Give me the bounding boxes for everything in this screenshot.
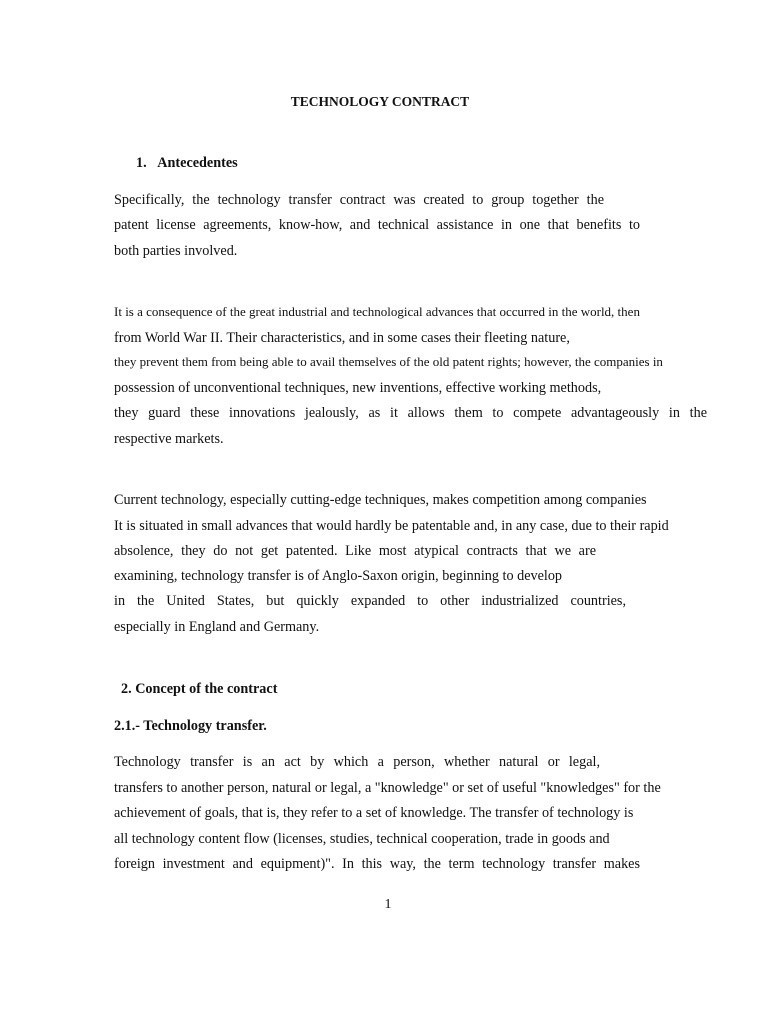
paragraph-line: examining, technology transfer is of Anglo-Saxon origin, beginning to develop [114,568,563,584]
paragraph-line: Technology transfer is an act by which a person, whether natural or legal, [114,754,600,770]
section-heading-concept: 2. Concept of the contract [121,681,278,697]
paragraph-line: Current technology, especially cutting-edge techniques, makes competition among companies [114,492,647,508]
paragraph-line: respective markets. [114,431,224,447]
paragraph-line: patent license agreements, know-how, and technical assistance in one that benefits to [114,217,640,233]
paragraph-line: foreign investment and equipment)". In this way, the term technology transfer makes [114,856,640,872]
subsection-heading-technology-transfer: 2.1.- Technology transfer. [114,718,267,734]
paragraph-line: they prevent them from being able to avail themselves of the old patent rights; however, the companies in [114,354,663,369]
paragraph-line: from World War II. Their characteristics, and in some cases their fleeting nature, [114,330,570,346]
paragraph-line: in the United States, but quickly expanded to other industrialized countries, [114,593,626,609]
paragraph-line: all technology content flow (licenses, studies, technical cooperation, trade in goods and [114,831,610,847]
paragraph-line: they guard these innovations jealously, as it allows them to compete advantageously in the [114,405,707,421]
paragraph-line: possession of unconventional techniques, new inventions, effective working methods, [114,380,602,396]
paragraph-line: both parties involved. [114,243,238,259]
paragraph-line: absolence, they do not get patented. Like most atypical contracts that we are [114,543,596,559]
paragraph-line: especially in England and Germany. [114,619,320,635]
section-heading-antecedentes: 1. Antecedentes [136,155,238,171]
paragraph-line: It is situated in small advances that would hardly be patentable and, in any case, due to their rapid [114,518,669,534]
paragraph-line: It is a consequence of the great industrial and technological advances that occurred in the world, then [114,304,640,319]
page-number: 1 [384,897,392,912]
paragraph-line: transfers to another person, natural or legal, a "knowledge" or set of useful "knowledges" for the [114,780,661,796]
paragraph-line: achievement of goals, that is, they refer to a set of knowledge. The transfer of technology is [114,805,634,821]
paragraph-line: Specifically, the technology transfer contract was created to group together the [114,192,604,208]
document-title: TECHNOLOGY CONTRACT [290,94,470,109]
